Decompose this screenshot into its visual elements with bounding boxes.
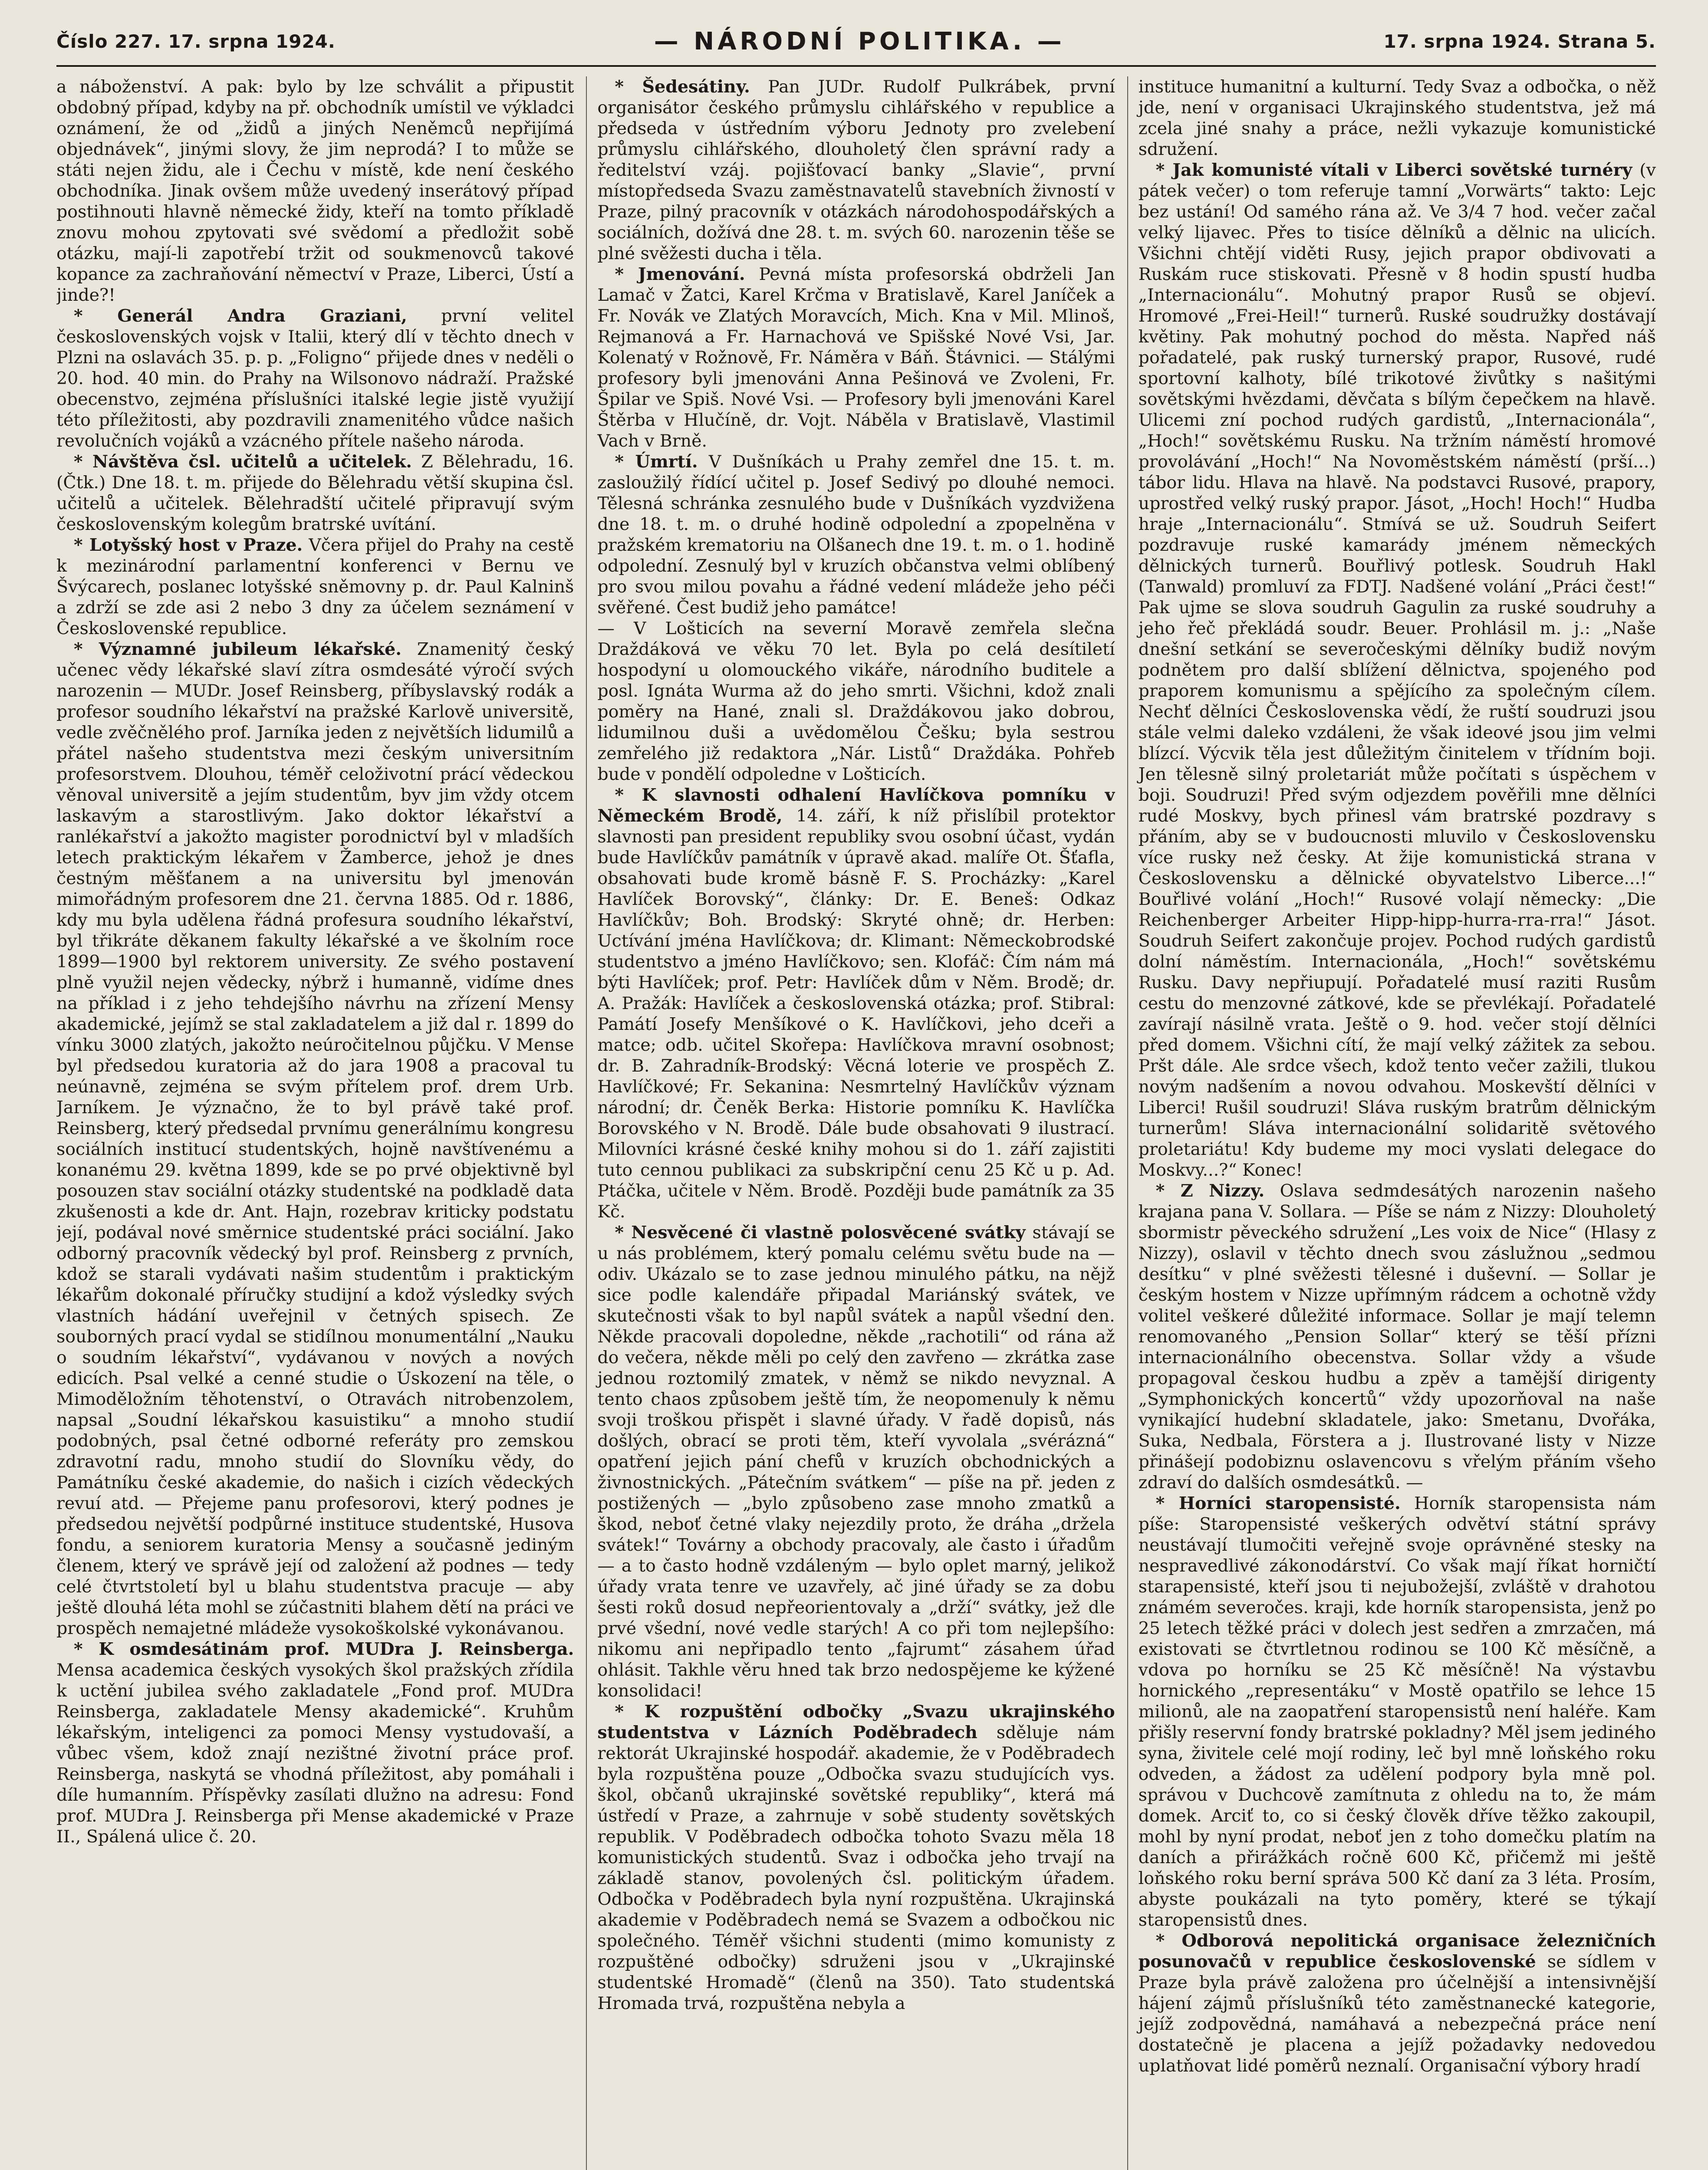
masthead bbox=[56, 24, 1656, 58]
article-headline: Šedesátiny. bbox=[642, 77, 750, 97]
bullet-star-icon: * bbox=[1155, 1931, 1182, 1951]
article bbox=[597, 1701, 1115, 2014]
article bbox=[1139, 160, 1656, 1180]
column-3 bbox=[1127, 76, 1656, 2170]
bullet-star-icon: * bbox=[615, 785, 642, 805]
article-body: Oslava sedmdesátých narozenin našeho krajana pana V. Sollara. — Píše se nám z Nizzy: Dlouholetý sbormistr pěveckého sdružení „Les voix de Nice“ (Hlasy z Nizzy), oslavil v těchto dnech svou záslužnou „sedmou desítku“ v plné svěžesti tělesné i duševní. — Sollar je českým hostem v Nizze upřímným rádcem a ochotně vždy volitel veškeré důležité informace. Sollar je mají telemn renomovaného „Pension Sollar“ který se těší přízni internacionálního obecenstva. Sollar vždy a všude propagoval českou hudbu a zpěv a tamější dirigenty „Symphonických koncertů“ vždy upozorňoval na naše vynikající hudební skladatele, jako: Smetanu, Dvořáka, Suka, Nedbala, Förstera a j. Ilustrované listy v Nizze přinášejí podobiznu oslavencovu s vřelým přáním všeho zdraví do dalších osmdesátků. — bbox=[1138, 1181, 1656, 1493]
article bbox=[56, 451, 574, 535]
bullet-star-icon: * bbox=[615, 1702, 645, 1722]
article-body: sděluje nám rektorát Ukrajinské hospodář. akademie, že v Poděbradech byla rozpuštěna pouze „Odbočka svazu studujících vys. škol, občanů ukrajinské sovětské republiky“, která má ústředí v Praze, a zahrnuje v sobě studenty sovětských republik. V Poděbradech odbočka tohoto Svazu měla 18 komunistických studentů. Svaz i odbočka jeho trvají na základě stanov, povolených čsl. politickým úřadem. Odbočka v Poděbradech byla nyní rozpuštěna. Ukrajinská akademie v Poděbradech nemá se Svazem a odbočkou nic společného. Téměř všichni studenti (mimo komunisty z rozpuštěné odbočky) sdruženi jsou v „Ukrajinské studentské Hromadě“ (členů na 350). Tato studentská Hromada trvá, rozpuštěna nebyla a bbox=[597, 1723, 1115, 2013]
article-headline: Horníci staropensisté. bbox=[1178, 1493, 1401, 1513]
bullet-star-icon: * bbox=[1155, 1181, 1181, 1201]
columns bbox=[56, 76, 1656, 2170]
article bbox=[597, 1222, 1115, 1701]
article-headline: Úmrtí. bbox=[635, 452, 698, 472]
article bbox=[56, 306, 574, 451]
article-body: Z Bělehradu, 16. (Čtk.) Dne 18. t. m. přijede do Bělehradu větší skupina čsl. učitelů a učitelek. Bělehradští učitelé připravují svým československým kolegům bratrské uvítání. bbox=[56, 452, 574, 534]
article-body: — V Lošticích na severní Moravě zemřela slečna Draždáková ve věku 70 let. Byla po celá desítiletí hospodyní u olomouckého vikáře, národního buditele a posl. Ignáta Wurma až do jeho smrti. Všichni, kdož znali poměry na Hané, znali sl. Draždákovou jako dobrou, lidumilnou duši a uvědomělou Češku; byla sestrou zemřelého již redaktora „Nár. Listů“ Draždáka. Pohřeb bude v pondělí odpoledne v Lošticích. bbox=[597, 618, 1115, 784]
article bbox=[1139, 1180, 1656, 1493]
article bbox=[597, 76, 1115, 264]
bullet-star-icon: * bbox=[74, 639, 99, 659]
article bbox=[597, 618, 1115, 785]
article bbox=[56, 639, 574, 1639]
article-headline: Nesvěcené či vlastně polosvěcené svátky bbox=[631, 1223, 1026, 1243]
article-headline: K slavnosti odhalení Havlíčkova pomníku v Německém Brodě, bbox=[597, 785, 1115, 826]
article-body: (v pátek večer) o tom referuje tamní „Vorwärts“ takto: Lejc bez ustání! Od samého rána až. Ve 3/4 7 hod. večer začal velký lijavec. Přes to tisíce dělníků a dělnic na ulicích. Všichni chtějí viděti Rusy, jejich prapor obdivovati a Ruskám ruce stiskovati. Přesně v 8 hodin spustí hudba „Internacionálu“. Mohutný prapor Rusů se objeví. Hromové „Frei-Heil!“ turnerů. Ruské soudružky dostávají květiny. Pak mohutný pochod do města. Napřed náš pořadatelé, pak ruský turnerský prapor, Rusové, rudé sportovní kalhoty, bílé trikotové živůtky s našitými sovětskými hvězdami, děvčata s bílým čepečkem na hlavě. Ulicemi zní pochod rudých gardistů, „Internacionála“, „Hoch!“ sovětskému Rusku. Na tržním náměstí hromové provolávání „Hoch!“ Na Novoměstském náměstí (prší...) tábor lidu. Hlava na hlavě. Na podstavci Rusové, prapory, uprostřed velký ruský prapor. Jásot, „Hoch! Hoch!“ Hudba hraje „Internacionálu“. Stmívá se už. Soudruh Seifert pozdravuje ruské kamarády jménem německých dělnických turnerů. Bouřlivý potlesk. Soudruh Hakl (Tanwald) promluví za FDTJ. Nadšené volání „Práci čest!“ Pak ujme se slova soudruh Gagulin za ruské soudruhy a jeho řeč překládá soudr. Beuer. Prohlásil m. j.: „Naše dnešní setkání se severočeskými dělníky budiž novým podnětem pro další sblížení dělnictva, spojeného pod praporem komunismu a spějícího za společným cílem. Nechť dělníci Československa vědí, že ruští soudruzi jsou stále velmi daleko vzdáleni, že však ideové jsou jim velmi blízcí. Výcvik těla jest důležitým činitelem v třídním boji. Jen tělesně silný proletariát může počítati s úspěchem v boji. Soudruzi! Před svým odjezdem pověřili mne dělníci rudé Moskvy, bych přinesl vám bratrské pozdravy s přáním, aby se v budoucnosti mluvilo v Československu více rusky než česky. At žije komunistická strana v Československu a dělnické obyvatelstvo Liberce...!“ Bouřlivé volání „Hoch!“ Rusové volají německy: „Die Reichenberger Arbeiter Hipp-hipp-hurra-rra-rra!“ Jásot. Soudruh Seifert zakončuje projev. Pochod rudých gardistů dolní náměstím. Internacionála, „Hoch!“ sovětskému Rusku. Davy nepřiupují. Pořadatelé musí raziti Rusům cestu do menzovné zátkové, kde se převlékají. Pořadatelé zavírají násilně vrata. Ještě o 9. hod. večer stojí dělníci před domem. Všichni cítí, že mají velký zážitek za sebou. Pršt dále. Ale srdce všech, kdož tento večer zažili, tlukou novým nadšením a novou odvahou. Moskevští dělníci v Liberci! Rušil soudruzi! Sláva ruským bratrům dělnickým turnerům! Sláva internacionální solidaritě světového proletariátu! Kdy budeme my moci vyslati delegace do Moskvy...?“ Konec! bbox=[1138, 160, 1656, 1180]
article-headline: Z Nizzy. bbox=[1180, 1181, 1265, 1201]
article bbox=[56, 76, 574, 306]
article-body: Pan JUDr. Rudolf Pulkrábek, první organisátor českého průmyslu cihlářského v republice a předseda v ústředním výboru Jednoty pro zvelebení průmyslu cihlářského, dlouholetý člen správní rady a ředitelství vzáj. pojišťovací banky „Slavie“, první místopředseda Svazu zaměstnavatelů stavebních živností v Praze, pilný pracovník v otázkách národohospodářských a sociálních, dožívá dne 28. t. m. svých 60. narozenin těše se plné svěžesti ducha i těla. bbox=[597, 77, 1115, 263]
article-body: Horník staropensista nám píše: Staropensisté veškerých odvětví státní správy neustávají tlumočiti veřejně svoje oprávněné stesky na nespravedlivé zákonodárství. Co však mají říkat horničtí starapensisté, kteří jsou ti nejubožejší, zvláště v drahotou známém severočes. kraji, kde horník staropensista, jenž po 25 letech těžké práci v dolech jest sedřen a zmrzačen, má existovati se čtvrtletnou rodinou se 100 Kč měsíčně, a vdova po horníku se 25 Kč měsíčně! Na výstavbu hornického „representáku“ v Mostě opatřilo se lehce 15 milionů, ale na zaopatření staropensistů není haléře. Kam přišly reservní fondy bratrské pokladny? Měl jsem jediného syna, živitele celé mojí rodiny, leč byl mně loňského roku odveden, a žádost za udělení podpory byla mně pol. správou v Duchcově zamítnuta z ohledu na to, že mám domek. Arciť to, co si český člověk dříve těžko zakoupil, mohl by nyní prodat, neboť jen z toho domečku platím na daních a přirážkách ročně 600 Kč, přičemž mi ještě loňského roku berní správa 500 Kč daní za 3 léta. Prosím, abyste poukázali na tyto poměry, které se týkají staropensistů dnes. bbox=[1138, 1493, 1656, 1930]
article-headline: Jmenování. bbox=[638, 264, 745, 284]
article bbox=[597, 264, 1115, 451]
article-body: 14. září, k níž přislíbil protektor slavnosti pan president republiky svou osobní účast, vydán bude Havlíčkův památník v úpravě akad. malíře Ot. Šťafla, obsahovati bude kromě básně F. S. Procházky: „Karel Havlíček Borovský“, články: Dr. E. Beneš: Odkaz Havlíčkův; Boh. Brodský: Skryté ohně; dr. Herben: Uctívání jména Havlíčkova; dr. Klimant: Německobrodské studentstvo a jméno Havlíčkovo; sen. Klofáč: Čím nám má býti Havlíček; prof. Petr: Havlíček dům v Něm. Brodě; dr. A. Pražák: Havlíček a československá otázka; prof. Stibral: Památí Josefy Menšíkové o K. Havlíčkovi, jeho dceři a matce; odb. učitel Skořepa: Havlíčkova mravní osobnost; dr. B. Zahradník-Brodský: Věcná loterie ve prospěch Z. Havlíčkové; Fr. Sekanina: Nesmrtelný Havlíčkův význam národní; dr. Čeněk Berka: Historie pomníku K. Havlíčka Borovského v N. Brodě. Dále bude obsahovati 9 ilustrací. Milovníci krásné české knihy mohou si do 1. září zajistiti tuto cennou publikaci za subskripční cenu 25 Kč u p. Ad. Ptáčka, učitele v Něm. Brodě. Později bude památník za 35 Kč. bbox=[597, 806, 1115, 1222]
article-headline: Generál Andra Graziani, bbox=[117, 306, 407, 326]
bullet-star-icon: * bbox=[615, 264, 638, 284]
article bbox=[597, 785, 1115, 1222]
article-headline: K osmdesátinám prof. MUDra J. Reinsberga. bbox=[99, 1639, 574, 1659]
article bbox=[1139, 1493, 1656, 1930]
bullet-star-icon: * bbox=[74, 535, 89, 555]
article bbox=[1139, 1930, 1656, 2076]
page-date: 17. srpna 1924. Strana 5. bbox=[1383, 30, 1656, 52]
article-body: instituce humanitní a kulturní. Tedy Svaz a odbočka, o něž jde, není v organisaci Ukrajinského studentstva, jež má zcela jiné snahy a práce, nežli vykazuje komunistické sdružení. bbox=[1138, 77, 1656, 159]
header-rule bbox=[56, 65, 1656, 67]
column-2 bbox=[586, 76, 1115, 2170]
issue-number: Číslo 227. 17. srpna 1924. bbox=[56, 30, 336, 52]
bullet-star-icon: * bbox=[615, 77, 642, 97]
bullet-star-icon: * bbox=[74, 452, 92, 472]
article bbox=[56, 1639, 574, 1847]
article-headline: Návštěva čsl. učitelů a učitelek. bbox=[92, 452, 412, 472]
article-body: stávají se u nás problémem, který pomalu celému světu bude na — odiv. Ukázalo se to zase jednou minulého pátku, na nějž sice podle kalendáře připadal Mariánský svátek, ve skutečnosti však to byl napůl svátek a napůl všední den. Někde pracovali dopoledne, někde „rachotili“ od rána až do večera, někde měli po celý den zavřeno — zkrátka zase jednou roztomilý zmatek, v němž se nikdo nevyznal. A tento chaos způsobem ještě tím, že neopomenuly k němu svoji troškou přispět i slavné úřady. V řadě dopisů, nás došlých, obrací se proti těm, kteří vyvolala „svérázná“ opatření jejich pání chefů v kruzích obchodnických a živnostnických. „Pátečním svátkem“ — píše na př. jeden z postižených — „bylo způsobeno zase mnoho zmatků a škod, neboť četné vlaky nejezdily proto, že dráha „držela svátek!“ Továrny a obchody pracovaly, ale často i úřadům — a to často hodně vzdáleným — bylo oplet marný, jelikož úřady vrata tenre ve uzavřely, ač jiné úřady se za dobu šesti roků dosud nepřeorientovaly a „drží“ svátky, jež dle prvé všední, nové vedle starých! A co při tom nejlepšího: nikomu ani nepřipadlo tento „fajrumt“ zásahem úřad ohlásit. Takhle věru hned tak brzo nedospějeme ke kýžené konsolidaci! bbox=[597, 1223, 1115, 1701]
bullet-star-icon: * bbox=[615, 452, 635, 472]
newspaper-title: — NÁRODNÍ POLITIKA. — bbox=[654, 27, 1065, 56]
article-headline: Odborová nepolitická organisace železničních posunovačů v republice československé bbox=[1138, 1931, 1656, 1972]
bullet-star-icon: * bbox=[74, 306, 118, 326]
bullet-star-icon: * bbox=[615, 1223, 632, 1243]
article-body: Mensa academica českých vysokých škol pražských zřídila k uctění jubilea svého zakladatele „Fond prof. MUDra Reinsberga, zakladatele Mensy akademické“. Kruhům lékařským, inteligenci za pomoci Mensy vystudovaší, a vůbec všem, kdož znají nezištné životní práce prof. Reinsberga, naskytá se vhodná příležitost, aby pomáhali i díle humanním. Příspěvky zasílati dlužno na adresu: Fond prof. MUDra J. Reinsberga při Mense akademické v Praze II., Spálená ulice č. 20. bbox=[56, 1660, 574, 1847]
article-body: Včera přijel do Prahy na cestě k mezinárodní parlamentní konferenci v Bernu ve Švýcarech, poslanec lotyšské sněmovny p. dr. Paul Kalninš a zdrží se zde asi 2 nebo 3 dny za účelem seznámení v Československé republice. bbox=[56, 535, 574, 638]
article-headline: Významné jubileum lékařské. bbox=[99, 639, 401, 659]
article-headline: Lotyšský host v Praze. bbox=[89, 535, 303, 555]
bullet-star-icon: * bbox=[1155, 160, 1173, 180]
article-body: se sídlem v Praze byla právě založena pro účelnější a intensivnější hájení zájmů příslušníků této zaměstnanecké kategorie, jejíž zodpovědná, namáhavá a nebezpečná práce není dostatečně je placena a jejíž požadavky nedovedou uplatňovat lidé poměrů neznalí. Organisační výbory hradí bbox=[1138, 1952, 1656, 2076]
bullet-star-icon: * bbox=[1155, 1493, 1179, 1513]
article-body: první velitel československých vojsk v Italii, který dlí v těchto dnech v Plzni na oslavách 35. p. p. „Foligno“ přijede dnes v neděli o 20. hod. 40 min. do Prahy na Wilsonovo nádraží. Pražské obecenstvo, zejména příslušníci italské legie jistě využijí této příležitosti, aby pozdravili znamenitého vůdce našich revolučních vojáků a vzácného přítele našeho národa. bbox=[56, 306, 574, 451]
article bbox=[1139, 76, 1656, 160]
article bbox=[56, 535, 574, 639]
article-body: V Dušníkách u Prahy zemřel dne 15. t. m. zasloužilý řídící učitel p. Josef Sedivý po dlouhé nemoci. Tělesná schránka zesnulého bude v Dušníkách vyzdvižena dne 18. t. m. o druhé hodině odpolední a zpopelněna v pražském krematoriu na Olšanech dne 19. t. m. o 1. hodině odpolední. Zesnulý byl v kruzích občanstva velmi oblíbený pro svou milou povahu a řádné vedení mládeže jeho péči svěřené. Čest budiž jeho památce! bbox=[597, 452, 1115, 618]
article-body: a náboženství. A pak: bylo by lze schválit a připustit obdobný případ, kdyby na př. obchodník umístil ve výkladci oznámení, že od „židů a jiných Neněmců nepřijímá objednávek“, jinými slovy, že jim neprodá? I to může se státi nejen židu, ale i Čechu v místě, kde není českého obchodníka. Jinak ovšem může uvedený inserátový případ postihnouti hlavně německé židy, kteří na tomto příkladě znovu mohou zpytovati své svědomí a předložit sobě otázku, mají-li zapotřebí tržit od soukmenovců takové kopance za zachraňování němectví v Praze, Liberci, Ústí a jinde?! bbox=[56, 77, 574, 305]
article-body: Znamenitý český učenec vědy lékařské slaví zítra osmdesáté výročí svých narozenin — MUDr. Josef Reinsberg, příbyslavský rodák a profesor soudního lékařství na pražské Karlově universitě, vedle zvěčnělého prof. Jarníka jeden z největších lidumilů a přátel našeho studentstva mezi českým universitním profesorstvem. Dlouhou, téměř celoživotní prácí vědeckou věnoval universitě a jejím studentům, byv jim vždy otcem laskavým a starostlivým. Jako doktor lékařství a ranlékařství a jakožto magister porodnictví byl v mladších letech praktickým lékařem v Žamberce, jehož je dnes čestným měšťanem a na universitu byl jmenován mimořádným profesorem dne 21. června 1885. Od r. 1886, kdy mu byla udělena řádná profesura soudního lékařství, byl třikráte děkanem fakulty lékařské a ve školním roce 1899—1900 byl rektorem university. Ze svého postavení plně využil nejen vědecky, nýbrž i humanně, vidíme dnes na příklad i z jeho tehdejšího návrhu na zřízení Mensy akademické, jejímž se stal zakladatelem a již dal r. 1899 do vínku 3000 zlatých, jakožto neúročitelnou půjčku. V Mense byl předsedou kuratoria až do jara 1908 a pracoval tu neúnavně, zejména se svým přítelem prof. drem Urb. Jarníkem. Je význačno, že to byl právě také prof. Reinsberg, který předsedal prvnímu generálnímu kongresu sociálních institucí studentských, hojně navštívenému a konanému 29. května 1899, kde se po prvé objektivně byl posouzen stav sociální otázky studentské na podkladě data zkušenosti a kde dr. Ant. Hajn, rozebrav kriticky podstatu její, podával nové směrnice studentské práci sociální. Jako odborný pracovník vědecký byl prof. Reinsberg z prvních, kdož se starali vydávati našim studentům i praktickým lékařům dokonalé příručky studijní a kdož výsledky svých vlastních hádání uveřejnil v četných spisech. Ze souborných prací vydal se stidílnou monumentální „Nauku o soudním lékařství“, vydávanou v nových a nových edicích. Psal velké a cenné studie o Úskození na těle, o Mimoděložním těhotenství, o Otravách nitrobenzolem, napsal „Soudní lékařskou kasuistiku“ a mnoho studií podobných, psal četné odborné referáty pro zemskou zdravotní radu, mnoho studií do Slovníku vědy, do Památníku české akademie, do našich i cizích vědeckých revuí atd. — Přejeme panu profesorovi, který podnes je předsedou největší podpůrné instituce studentské, Husova fondu, a seniorem kuratoria Mensy a současně jediným členem, který ve správě její od založení až podnes — tedy celé čtvrtstoletí byl u blahu studentstva pracuje — aby ještě dlouhá léta mohl se zúčastniti blahem dětí na práci ve prospěch nemajetné mládeže vysokoškolské vykonávanou. bbox=[56, 639, 574, 1638]
article-headline: Jak komunisté vítali v Liberci sovětské turnéry bbox=[1172, 160, 1632, 180]
bullet-star-icon: * bbox=[74, 1639, 99, 1659]
article-body: Pevná místa profesorská obdrželi Jan Lamač v Žatci, Karel Krčma v Bratislavě, Karel Janíček a Fr. Novák ve Zlatých Moravcích, Mich. Kna v Mil. Mlinoš, Rejmanová a Fr. Harnachová ve Spišské Nové Vsi, Jar. Kolenatý v Rožnově, Fr. Náměra v Báň. Štávnici. — Stálými profesory byli jmenováni Anna Pešinová ve Zvoleni, Fr. Špilar ve Spiš. Nové Vsi. — Profesory byli jmenováni Karel Štěrba v Hlučíně, dr. Vojt. Náběla v Bratislavě, Vlastimil Vach v Brně. bbox=[597, 264, 1115, 451]
article bbox=[597, 451, 1115, 618]
article-headline: K rozpuštění odbočky „Svazu ukrajinského studentstva v Lázních Poděbradech bbox=[597, 1702, 1115, 1743]
column-1 bbox=[56, 76, 574, 2170]
